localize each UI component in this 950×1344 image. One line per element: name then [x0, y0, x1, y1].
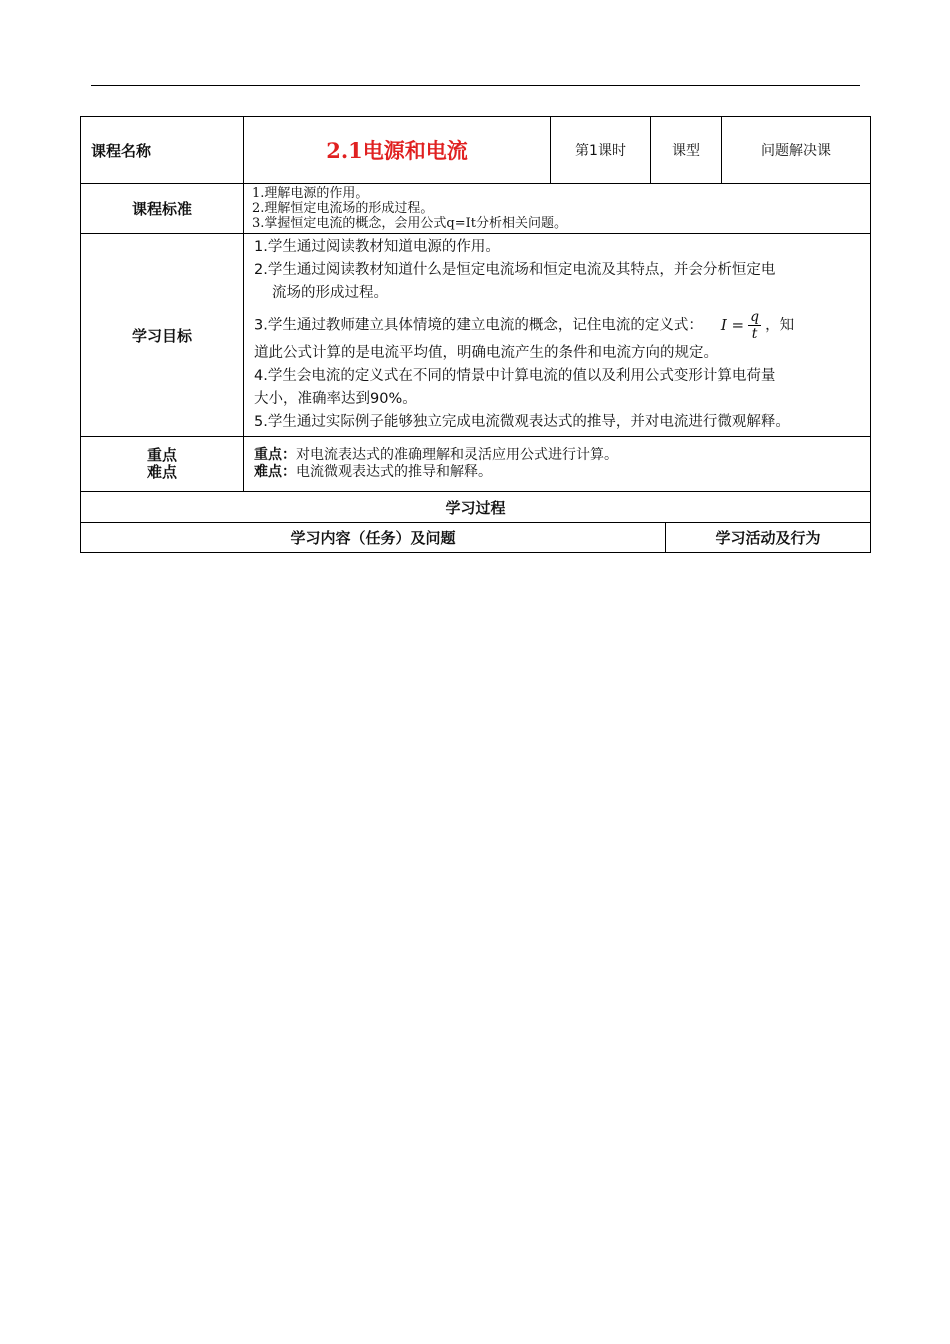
course-row	[81, 117, 871, 184]
lesson-number: 第1课时	[551, 117, 651, 184]
goals-list	[244, 234, 871, 437]
process-header-row	[81, 523, 871, 553]
goal-item-3: 3.学生通过教师建立具体情境的建立电流的概念，记住电流的定义式： I = $\frac{q}{t}$ ，知 道此公式计算的是电流平均值，明确电流产生的条件和电流方向的规定。	[254, 309, 795, 361]
header-rule	[91, 85, 860, 86]
key-points-label: 重点 难点	[81, 437, 244, 492]
key-point: 重点：对电流表达式的准确理解和灵活应用公式进行计算。	[254, 447, 618, 463]
process-title-row	[81, 492, 871, 523]
course-name-label: 课程名称	[81, 117, 244, 184]
goal-item-4: 4.学生会电流的定义式在不同的情景中计算电流的值以及利用公式变形计算电荷量 大小，准确率达到90%。	[254, 368, 776, 407]
key-points-row	[81, 437, 871, 492]
goal-item-2: 2.学生通过阅读教材知道什么是恒定电流场和恒定电流及其特点，并会分析恒定电 流场的形成过程。	[254, 262, 776, 301]
type-value: 问题解决课	[722, 117, 871, 184]
standard-item: 1.理解电源的作用。	[252, 186, 369, 201]
standards-label: 课程标准	[81, 184, 244, 234]
difficult-point: 难点：电流微观表达式的推导和解释。	[254, 464, 492, 480]
standard-item: 3.掌握恒定电流的概念，会用公式q=It分析相关问题。	[252, 216, 567, 231]
process-title: 学习过程	[81, 492, 871, 523]
type-label: 课型	[651, 117, 722, 184]
standard-item: 2.理解恒定电流场的形成过程。	[252, 201, 434, 216]
goals-label: 学习目标	[81, 234, 244, 437]
goal-item-1: 1.学生通过阅读教材知道电源的作用。	[254, 239, 500, 255]
lesson-plan-table	[80, 116, 871, 553]
current-formula-fraction: $\frac{q}{t}$	[750, 309, 760, 342]
course-title: 2.1电源和电流	[244, 117, 551, 184]
current-formula-lhs: I =	[720, 315, 745, 334]
goal-item-5: 5.学生通过实际例子能够独立完成电流微观表达式的推导，并对电流进行微观解释。	[254, 414, 790, 430]
standards-list	[244, 184, 871, 234]
activity-column-header: 学习活动及行为	[666, 523, 871, 553]
content-column-header: 学习内容（任务）及问题	[81, 523, 666, 553]
goals-row	[81, 234, 871, 437]
standards-row	[81, 184, 871, 234]
key-points-content	[244, 437, 871, 492]
